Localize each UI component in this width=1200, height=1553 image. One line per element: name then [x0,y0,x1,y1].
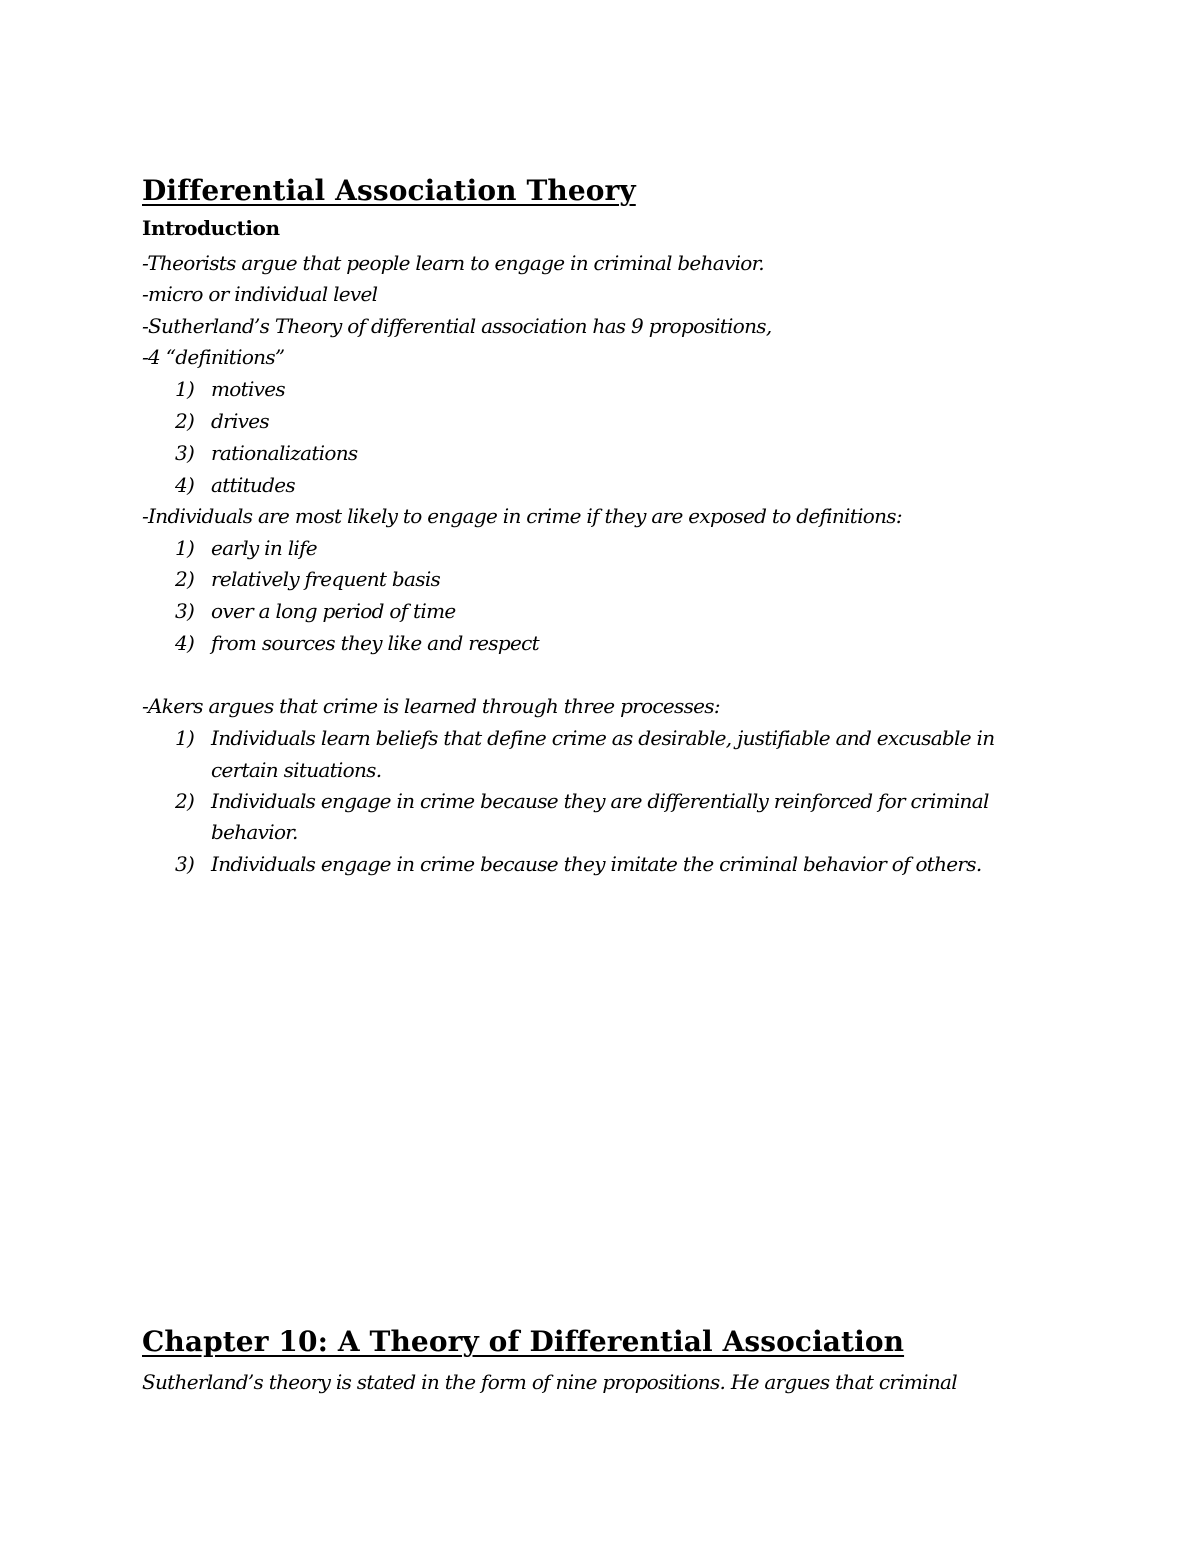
body-text: Sutherland’s theory is stated in the form of nine propositions. He argues that criminal [142,1370,957,1394]
list-text: Individuals engage in crime because they imitate the criminal behavior of others. [211,852,982,876]
list-item [175,377,285,401]
list-number: 3) [175,599,195,623]
list-text: early in life [211,536,317,560]
list-item [175,852,982,876]
subsection-heading: Introduction [142,216,280,240]
list-number: 2) [175,567,195,591]
note-line: -Akers argues that crime is learned through three processes: [142,694,720,718]
list-text: motives [211,377,285,401]
list-item [175,631,539,655]
list-number: 2) [175,789,195,813]
list-item [175,599,456,623]
note-line: -Individuals are most likely to engage in crime if they are exposed to definitions: [142,504,902,528]
note-line: -4 “definitions” [142,345,285,369]
list-number: 2) [175,409,195,433]
chapter-title: Chapter 10: A Theory of Differential Association [142,1325,905,1358]
note-line: -Sutherland’s Theory of differential association has 9 propositions, [142,314,772,338]
list-number: 4) [175,473,195,497]
list-item [175,789,989,813]
list-text: over a long period of time [211,599,456,623]
list-item [175,726,994,750]
list-item [175,441,357,465]
list-text: drives [211,409,269,433]
list-item [175,473,295,497]
list-number: 3) [175,852,195,876]
list-text: Individuals engage in crime because they are differentially reinforced for criminal [211,789,989,813]
list-number: 4) [175,631,195,655]
list-item [175,536,317,560]
list-text: from sources they like and respect [211,631,539,655]
note-line: -Theorists argue that people learn to engage in criminal behavior. [142,251,764,275]
list-item [175,567,440,591]
list-item [175,409,269,433]
list-text: attitudes [211,473,295,497]
list-text: rationalizations [211,441,358,465]
section-title: Differential Association Theory [142,174,636,207]
note-line: -micro or individual level [142,282,378,306]
list-continuation: behavior. [211,820,298,844]
list-text: Individuals learn beliefs that define crime as desirable, justifiable and excusable in [211,726,995,750]
list-number: 3) [175,441,195,465]
list-number: 1) [175,726,195,750]
list-number: 1) [175,536,195,560]
list-text: relatively frequent basis [211,567,441,591]
list-number: 1) [175,377,195,401]
list-continuation: certain situations. [211,758,382,782]
